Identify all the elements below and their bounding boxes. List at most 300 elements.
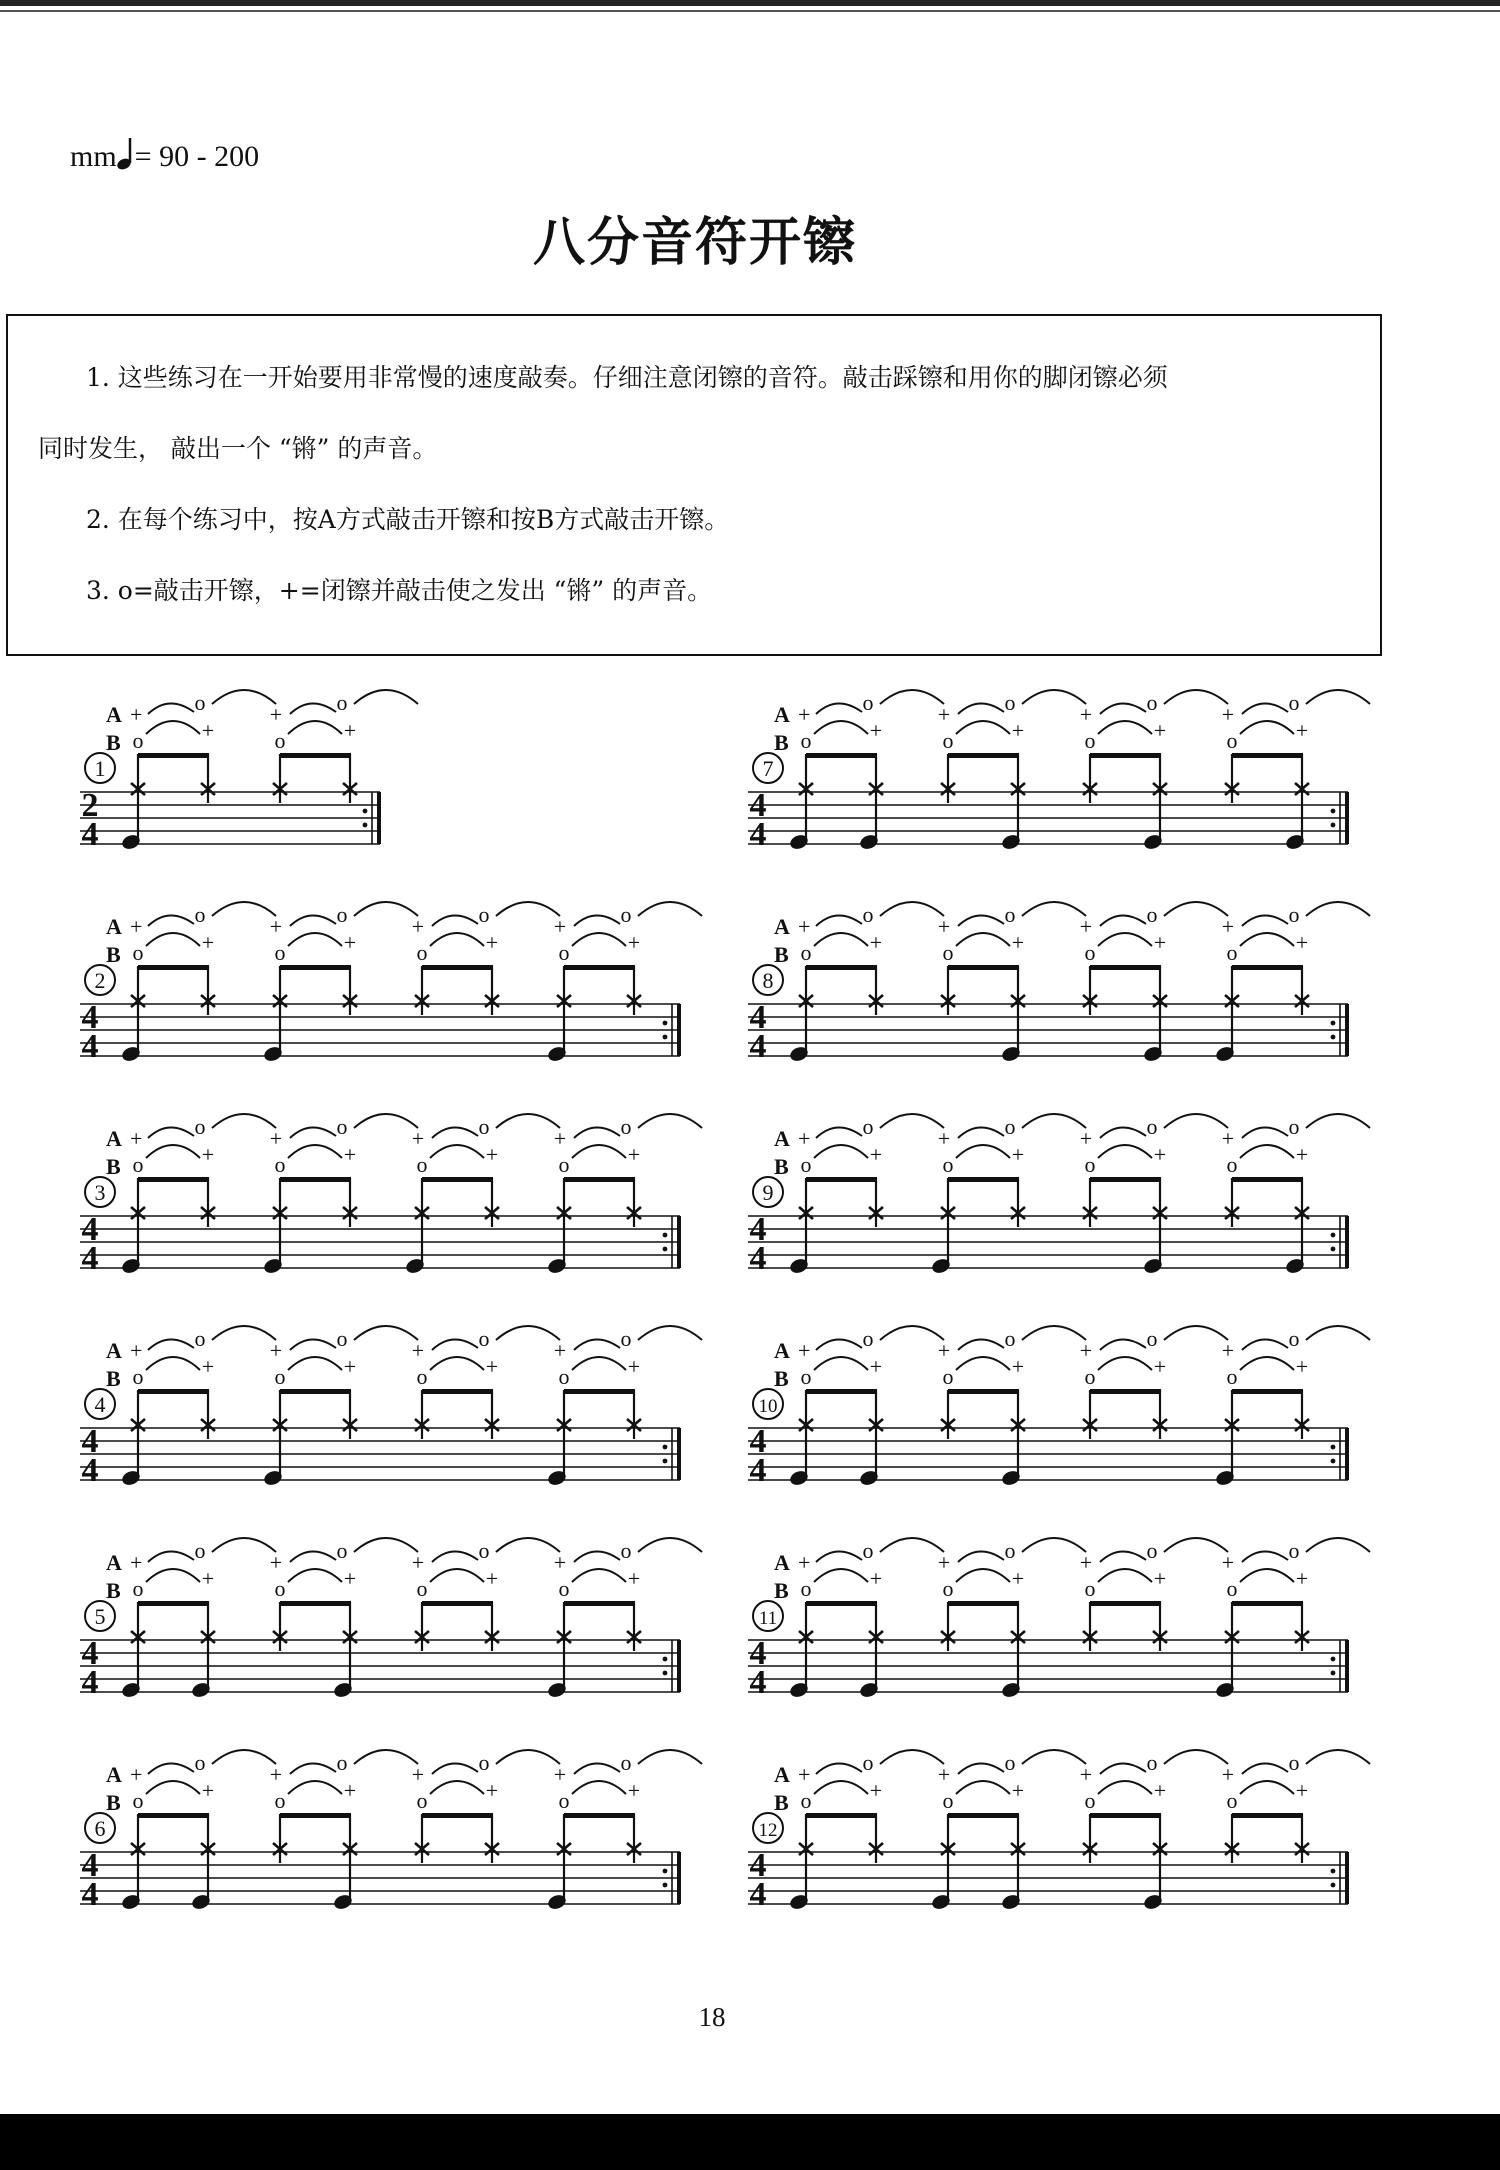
beam	[564, 1813, 635, 1818]
b-symbol: +	[1011, 1354, 1025, 1379]
a-slur	[354, 1114, 418, 1128]
a-slur	[212, 1114, 276, 1128]
beam	[948, 1177, 1019, 1182]
a-slur-short	[148, 1551, 194, 1562]
a-symbol: o	[478, 1326, 490, 1351]
a-slur-short	[148, 1127, 194, 1138]
exercise-number: 10	[758, 1396, 778, 1417]
a-slur	[1306, 1538, 1370, 1552]
a-slur-short	[1242, 915, 1288, 926]
b-symbol: o	[132, 1364, 144, 1389]
b-slur	[1240, 1569, 1294, 1582]
a-slur	[1022, 690, 1086, 704]
a-slur-short	[432, 1127, 478, 1138]
a-slur-short	[574, 915, 620, 926]
a-symbol: o	[1146, 1114, 1158, 1139]
legend-a-closed: +	[798, 702, 811, 727]
exercise-9	[748, 1114, 1370, 1277]
a-symbol: o	[620, 1326, 632, 1351]
a-slur	[1306, 1326, 1370, 1340]
time-signature-bottom: 4	[81, 1876, 99, 1913]
a-slur-short	[290, 1551, 336, 1562]
a-slur-short	[816, 1127, 862, 1138]
a-symbol: o	[862, 1326, 874, 1351]
b-slur	[146, 1145, 200, 1158]
legend-a: A	[106, 1126, 122, 1151]
time-signature-top: 4	[81, 1847, 99, 1884]
a-slur-short	[958, 1127, 1004, 1138]
page-title: 八分音符开镲	[532, 213, 857, 273]
a-slur	[1164, 1326, 1228, 1340]
time-signature-bottom: 4	[749, 1240, 767, 1277]
a-symbol: o	[862, 690, 874, 715]
beam	[806, 753, 877, 758]
a-symbol: +	[269, 1550, 283, 1575]
instruction-line-3: 2. 在每个练习中，按A方式敲击开镲和按B方式敲击开镲。	[86, 505, 730, 534]
b-symbol: o	[942, 1788, 954, 1813]
a-symbol: o	[1004, 690, 1016, 715]
a-slur	[638, 1750, 702, 1764]
a-symbol: o	[1288, 690, 1300, 715]
a-slur-short	[574, 1127, 620, 1138]
b-slur	[814, 1781, 868, 1794]
a-slur-short	[574, 1339, 620, 1350]
exercise-1	[80, 690, 418, 853]
b-symbol: +	[485, 1142, 499, 1167]
b-symbol: +	[1153, 1566, 1167, 1591]
a-symbol: +	[269, 1762, 283, 1787]
b-symbol: o	[1226, 1152, 1238, 1177]
b-symbol: o	[942, 1576, 954, 1601]
b-symbol: +	[1153, 1354, 1167, 1379]
a-slur-short	[1242, 1127, 1288, 1138]
a-symbol: +	[269, 1126, 283, 1151]
a-symbol: +	[269, 702, 283, 727]
a-symbol: +	[937, 1550, 951, 1575]
b-symbol: +	[201, 1142, 215, 1167]
exercise-number: 6	[94, 1816, 106, 1841]
a-symbol: o	[478, 1750, 490, 1775]
legend-a: A	[106, 914, 122, 939]
a-slur	[638, 1538, 702, 1552]
repeat-dot	[363, 823, 368, 828]
a-symbol: +	[411, 1762, 425, 1787]
legend-a: A	[106, 1338, 122, 1363]
a-slur-short	[148, 1763, 194, 1774]
b-slur	[1240, 1357, 1294, 1370]
a-symbol: o	[1146, 902, 1158, 927]
a-symbol: o	[862, 1750, 874, 1775]
beam	[422, 1177, 493, 1182]
b-symbol: o	[1084, 1788, 1096, 1813]
legend-a: A	[774, 1338, 790, 1363]
a-symbol: o	[620, 1538, 632, 1563]
beam	[1090, 1389, 1161, 1394]
b-symbol: +	[1153, 930, 1167, 955]
b-symbol: o	[1226, 1576, 1238, 1601]
b-slur	[956, 1781, 1010, 1794]
b-symbol: o	[800, 1576, 812, 1601]
b-symbol: +	[869, 930, 883, 955]
a-slur	[212, 690, 276, 704]
repeat-dot	[1331, 1657, 1336, 1662]
a-slur-short	[1100, 1763, 1146, 1774]
beam	[806, 1601, 877, 1606]
b-symbol: o	[942, 1364, 954, 1389]
b-symbol: o	[416, 940, 428, 965]
beam	[564, 1601, 635, 1606]
a-slur	[638, 902, 702, 916]
a-slur-short	[290, 703, 336, 714]
a-slur-short	[574, 1551, 620, 1562]
a-slur-short	[1100, 915, 1146, 926]
barline-thick	[677, 1428, 681, 1480]
time-signature-top: 4	[81, 1211, 99, 1248]
beam	[1232, 1177, 1303, 1182]
beam	[138, 753, 209, 758]
legend-a-closed: +	[130, 1338, 143, 1363]
a-symbol: +	[411, 1338, 425, 1363]
b-symbol: +	[869, 1354, 883, 1379]
a-slur	[880, 690, 944, 704]
a-slur-short	[432, 915, 478, 926]
b-symbol: o	[416, 1788, 428, 1813]
b-symbol: +	[1011, 1142, 1025, 1167]
b-symbol: o	[558, 1788, 570, 1813]
a-slur	[354, 1750, 418, 1764]
repeat-dot	[663, 1445, 668, 1450]
exercise-number: 1	[94, 756, 106, 781]
legend-a: A	[106, 1550, 122, 1575]
b-slur	[956, 1357, 1010, 1370]
b-symbol: o	[1084, 940, 1096, 965]
repeat-dot	[663, 1671, 668, 1676]
a-slur-short	[958, 703, 1004, 714]
b-symbol: +	[869, 1142, 883, 1167]
b-slur	[814, 1145, 868, 1158]
b-slur	[146, 933, 200, 946]
a-slur-short	[290, 915, 336, 926]
a-symbol: +	[553, 1762, 567, 1787]
a-symbol: +	[553, 1126, 567, 1151]
beam	[280, 1389, 351, 1394]
a-symbol: +	[553, 1550, 567, 1575]
repeat-dot	[1331, 1445, 1336, 1450]
legend-b: B	[774, 730, 789, 755]
b-symbol: o	[800, 728, 812, 753]
b-slur	[572, 1357, 626, 1370]
beam	[1232, 753, 1303, 758]
legend-a: A	[774, 914, 790, 939]
b-symbol: +	[1295, 1354, 1309, 1379]
a-symbol: +	[411, 914, 425, 939]
b-slur	[572, 1569, 626, 1582]
b-symbol: +	[485, 930, 499, 955]
beam	[948, 1389, 1019, 1394]
b-slur	[956, 1145, 1010, 1158]
b-slur	[430, 933, 484, 946]
b-symbol: o	[274, 1364, 286, 1389]
a-symbol: o	[194, 1114, 206, 1139]
exercise-8	[748, 902, 1370, 1065]
a-symbol: +	[1079, 914, 1093, 939]
a-symbol: o	[862, 902, 874, 927]
b-slur	[288, 1781, 342, 1794]
b-symbol: o	[1084, 1576, 1096, 1601]
beam	[280, 965, 351, 970]
a-slur	[496, 902, 560, 916]
b-slur	[1240, 721, 1294, 734]
repeat-dot	[1331, 1021, 1336, 1026]
b-slur	[1240, 933, 1294, 946]
a-slur	[880, 1114, 944, 1128]
a-symbol: o	[336, 1326, 348, 1351]
b-symbol: o	[132, 728, 144, 753]
b-slur	[146, 721, 200, 734]
time-signature-top: 4	[81, 1423, 99, 1460]
exercise-number: 12	[758, 1820, 778, 1841]
a-symbol: o	[1004, 1750, 1016, 1775]
beam	[138, 1177, 209, 1182]
b-symbol: +	[343, 1142, 357, 1167]
b-symbol: +	[485, 1354, 499, 1379]
a-slur-short	[1242, 1763, 1288, 1774]
beam	[806, 965, 877, 970]
a-symbol: o	[620, 902, 632, 927]
time-signature-top: 2	[81, 787, 99, 824]
b-slur	[430, 1357, 484, 1370]
a-slur	[212, 1750, 276, 1764]
b-slur	[288, 933, 342, 946]
a-symbol: o	[336, 902, 348, 927]
a-slur-short	[1100, 1127, 1146, 1138]
b-symbol: +	[485, 1566, 499, 1591]
beam	[422, 1601, 493, 1606]
repeat-dot	[1331, 1671, 1336, 1676]
time-signature-top: 4	[749, 1211, 767, 1248]
a-slur-short	[816, 915, 862, 926]
beam	[1232, 1389, 1303, 1394]
a-slur	[1022, 1538, 1086, 1552]
beam	[1232, 1813, 1303, 1818]
beam	[564, 1177, 635, 1182]
a-symbol: o	[194, 1326, 206, 1351]
b-symbol: o	[1226, 728, 1238, 753]
a-symbol: +	[1221, 702, 1235, 727]
b-slur	[814, 933, 868, 946]
a-slur	[638, 1114, 702, 1128]
b-symbol: +	[343, 718, 357, 743]
b-slur	[146, 1781, 200, 1794]
b-symbol: +	[343, 930, 357, 955]
b-symbol: +	[627, 930, 641, 955]
a-slur	[1306, 690, 1370, 704]
barline-thick	[1345, 1004, 1349, 1056]
exercise-4	[80, 1326, 702, 1489]
exercise-number: 5	[94, 1604, 106, 1629]
b-symbol: o	[132, 940, 144, 965]
a-slur	[354, 1326, 418, 1340]
repeat-dot	[663, 1459, 668, 1464]
a-slur	[880, 1326, 944, 1340]
beam	[948, 965, 1019, 970]
a-slur	[212, 1538, 276, 1552]
beam	[280, 1177, 351, 1182]
a-slur	[880, 902, 944, 916]
a-slur	[212, 902, 276, 916]
repeat-dot	[363, 809, 368, 814]
beam	[138, 1813, 209, 1818]
a-slur-short	[1100, 1551, 1146, 1562]
time-signature-bottom: 4	[749, 1452, 767, 1489]
b-symbol: o	[942, 1152, 954, 1177]
a-symbol: o	[1288, 902, 1300, 927]
a-slur	[496, 1326, 560, 1340]
exercise-number: 7	[762, 756, 774, 781]
a-slur	[1306, 902, 1370, 916]
legend-a: A	[774, 1550, 790, 1575]
beam	[1232, 1601, 1303, 1606]
a-symbol: o	[336, 1750, 348, 1775]
time-signature-bottom: 4	[749, 1876, 767, 1913]
repeat-dot	[1331, 1247, 1336, 1252]
a-symbol: o	[1288, 1750, 1300, 1775]
repeat-dot	[663, 1869, 668, 1874]
a-slur-short	[816, 1339, 862, 1350]
time-signature-top: 4	[81, 999, 99, 1036]
beam	[1090, 965, 1161, 970]
b-slur	[956, 721, 1010, 734]
legend-a: A	[106, 702, 122, 727]
b-symbol: o	[1226, 1788, 1238, 1813]
beam	[280, 1601, 351, 1606]
b-symbol: o	[1084, 728, 1096, 753]
b-symbol: o	[416, 1152, 428, 1177]
time-signature-bottom: 4	[749, 1028, 767, 1065]
b-symbol: o	[274, 1788, 286, 1813]
a-slur	[1022, 902, 1086, 916]
barline-thick	[1345, 1428, 1349, 1480]
beam	[948, 753, 1019, 758]
a-slur	[1022, 1114, 1086, 1128]
a-symbol: +	[1221, 1338, 1235, 1363]
a-slur-short	[148, 703, 194, 714]
b-slur	[430, 1145, 484, 1158]
repeat-dot	[1331, 1233, 1336, 1238]
legend-a: A	[774, 1762, 790, 1787]
barline-thick	[677, 1640, 681, 1692]
time-signature-bottom: 4	[81, 1240, 99, 1277]
a-symbol: +	[1079, 1550, 1093, 1575]
b-symbol: +	[1295, 930, 1309, 955]
b-slur	[288, 1357, 342, 1370]
a-symbol: o	[1288, 1538, 1300, 1563]
legend-a-closed: +	[130, 914, 143, 939]
instruction-line-2: 同时发生， 敲出一个 “锵” 的声音。	[38, 434, 438, 463]
a-slur-short	[574, 1763, 620, 1774]
b-symbol: +	[343, 1778, 357, 1803]
barline-thick	[677, 1004, 681, 1056]
a-slur-short	[1100, 1339, 1146, 1350]
b-symbol: +	[1295, 1566, 1309, 1591]
instruction-line-4: 3. o=敲击开镲，+=闭镲并敲击使之发出 “锵” 的声音。	[86, 576, 713, 605]
repeat-dot	[663, 1247, 668, 1252]
a-symbol: o	[194, 690, 206, 715]
time-signature-bottom: 4	[81, 816, 99, 853]
a-slur	[1022, 1750, 1086, 1764]
a-slur-short	[148, 1339, 194, 1350]
a-slur-short	[958, 1763, 1004, 1774]
b-symbol: +	[343, 1354, 357, 1379]
legend-a: A	[774, 1126, 790, 1151]
b-symbol: +	[1295, 1142, 1309, 1167]
b-symbol: o	[800, 1788, 812, 1813]
legend-b: B	[106, 1366, 121, 1391]
a-symbol: o	[1146, 690, 1158, 715]
b-slur	[572, 1781, 626, 1794]
exercise-2	[80, 902, 702, 1065]
b-symbol: +	[1295, 718, 1309, 743]
b-slur	[288, 1569, 342, 1582]
time-signature-bottom: 4	[749, 816, 767, 853]
legend-a-closed: +	[798, 1126, 811, 1151]
exercise-3	[80, 1114, 702, 1277]
repeat-dot	[663, 1021, 668, 1026]
a-symbol: +	[937, 1762, 951, 1787]
b-symbol: o	[274, 728, 286, 753]
beam	[564, 965, 635, 970]
b-slur	[288, 721, 342, 734]
barline-thick	[1345, 1852, 1349, 1904]
a-slur	[496, 1750, 560, 1764]
a-slur	[1164, 1114, 1228, 1128]
repeat-dot	[663, 1657, 668, 1662]
b-slur	[1098, 721, 1152, 734]
a-symbol: +	[411, 1126, 425, 1151]
a-symbol: o	[478, 1538, 490, 1563]
b-symbol: o	[416, 1576, 428, 1601]
a-symbol: +	[1079, 1338, 1093, 1363]
a-slur-short	[290, 1339, 336, 1350]
a-symbol: +	[937, 914, 951, 939]
barline-thick	[1345, 1640, 1349, 1692]
a-symbol: +	[937, 1338, 951, 1363]
a-symbol: o	[478, 902, 490, 927]
b-symbol: +	[869, 718, 883, 743]
legend-a-closed: +	[130, 1550, 143, 1575]
b-symbol: o	[1226, 940, 1238, 965]
a-symbol: +	[1221, 1762, 1235, 1787]
legend-b: B	[106, 942, 121, 967]
b-slur	[956, 1569, 1010, 1582]
time-signature-top: 4	[81, 1635, 99, 1672]
beam	[948, 1601, 1019, 1606]
time-signature-top: 4	[749, 1847, 767, 1884]
beam	[1232, 965, 1303, 970]
a-symbol: o	[1288, 1114, 1300, 1139]
b-symbol: +	[201, 1566, 215, 1591]
a-symbol: +	[269, 914, 283, 939]
b-slur	[146, 1357, 200, 1370]
a-slur-short	[816, 703, 862, 714]
b-symbol: o	[942, 940, 954, 965]
a-symbol: o	[1004, 902, 1016, 927]
a-slur	[1306, 1114, 1370, 1128]
a-slur	[1164, 1538, 1228, 1552]
legend-a-closed: +	[798, 1762, 811, 1787]
a-symbol: +	[411, 1550, 425, 1575]
a-slur-short	[816, 1551, 862, 1562]
